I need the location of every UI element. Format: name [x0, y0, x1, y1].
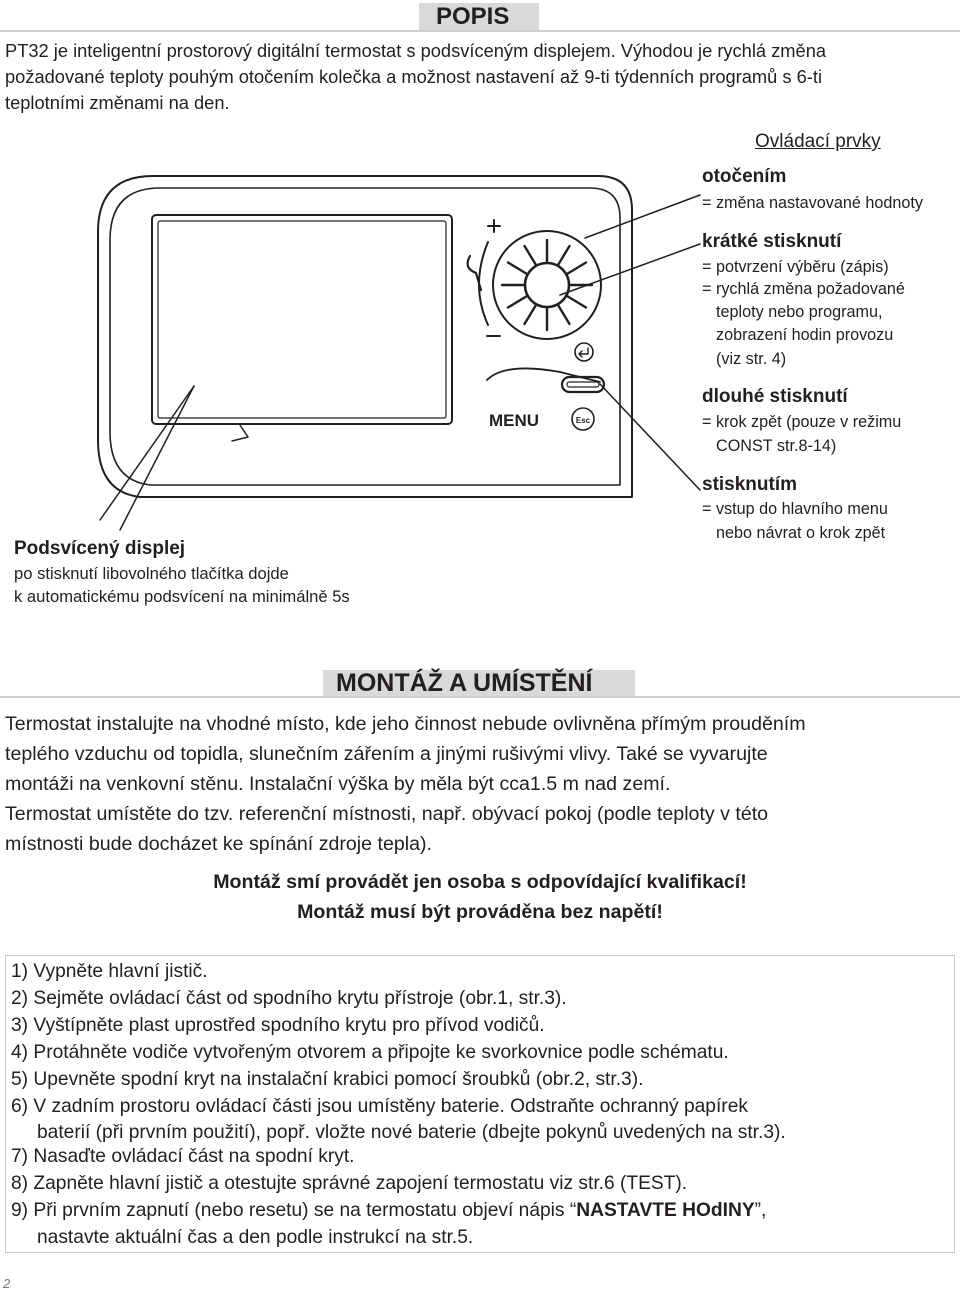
display-pointer — [232, 425, 248, 441]
dial-leader-rotation — [585, 195, 700, 238]
press-heading: stisknutím — [702, 474, 798, 495]
step-item-9 — [11, 1200, 766, 1222]
step-item: 7) Nasaďte ovládací část na spodní kryt. — [11, 1146, 355, 1167]
step-item: 1) Vypněte hlavní jistič. — [11, 961, 208, 982]
menu-leader — [600, 384, 700, 490]
display-desc: po stisknutí libovolného tlačítka dojde — [14, 564, 289, 583]
popis-heading: POPIS — [436, 3, 510, 30]
warning-qualification: Montáž smí provádět jen osoba s odpovídající kvalifikací! — [213, 871, 747, 893]
esc-label: Esc — [575, 416, 591, 425]
intro-line: teplotními změnami na den. — [5, 92, 230, 113]
short-press-desc: (viz str. 4) — [716, 350, 787, 368]
montaz-heading: MONTÁŽ A UMÍSTĚNÍ — [336, 669, 593, 697]
dial-leader-press — [560, 244, 700, 295]
step9-bold: NASTAVTE HOdINY — [576, 1200, 755, 1221]
lcd-display-inner — [158, 221, 446, 418]
long-press-desc: CONST str.8-14) — [716, 437, 837, 455]
menu-label: MENU — [489, 411, 540, 430]
long-press-desc: = krok zpět (pouze v režimu — [702, 413, 902, 431]
display-leader — [120, 386, 194, 530]
step-item: baterií (při prvním použití), popř. vložte nové baterie (dbejte pokynů uvedených na str.3). — [37, 1122, 786, 1143]
step-item: 4) Protáhněte vodiče vytvořeným otvorem a připojte ke svorkovnice podle schématu. — [11, 1042, 729, 1063]
plus-mark — [488, 220, 500, 232]
step-item: nastavte aktuální čas a den podle instrukcí na str.5. — [37, 1227, 474, 1248]
lcd-display — [152, 215, 452, 424]
menu-button-shape — [562, 377, 604, 392]
intro-line: požadované teploty pouhým otočením kolečka a možnost nastavení až 9-ti týdenních programů s 6-ti — [5, 66, 823, 87]
dial-esc-curve — [487, 368, 600, 382]
montaz-line: místnosti bude docházet ke spínání zdroje tepla). — [5, 833, 432, 855]
housing-inner — [110, 188, 620, 485]
montaz-line: teplého vzduchu od topidla, slunečním zářením a jinými rušivými vlivy. Také se vyvarujte — [5, 743, 768, 765]
step-item: 3) Vyštípněte plast uprostřed spodního krytu pro přívod vodičů. — [11, 1015, 545, 1036]
montaz-line: Termostat instalujte na vhodné místo, kde jeho činnost nebude ovlivněna přímým prouděním — [5, 713, 806, 735]
step-item: 5) Upevněte spodní kryt na instalační krabici pomocí šroubků (obr.2, str.3). — [11, 1069, 644, 1090]
step-item: 6) V zadním prostoru ovládací části jsou umístěny baterie. Odstraňte ochranný papírek — [11, 1096, 748, 1117]
montaz-line: montáži na venkovní stěnu. Instalační výška by měla být cca1.5 m nad zemí. — [5, 773, 671, 795]
short-press-desc: zobrazení hodin provozu — [716, 326, 894, 344]
housing-outline — [98, 176, 632, 497]
press-desc: = vstup do hlavního menu — [702, 500, 888, 518]
step-item: 2) Sejměte ovládací část od spodního krytu přístroje (obr.1, str.3). — [11, 988, 567, 1009]
intro-line: PT32 je inteligentní prostorový digitální termostat s podsvíceným displejem. Výhodou je rychlá změna — [5, 40, 827, 61]
display-desc: k automatickému podsvícení na minimálně 5s — [14, 587, 350, 606]
press-desc: nebo návrat o krok zpět — [716, 524, 886, 542]
step9-prefix: 9) Při prvním zapnutí (nebo resetu) se na termostatu objeví nápis “ — [11, 1200, 577, 1221]
step9-suffix: ”, — [754, 1200, 767, 1221]
dial-center — [525, 263, 569, 307]
display-heading: Podsvícený displej — [14, 538, 186, 559]
warning-voltage: Montáž musí být prováděna bez napětí! — [297, 901, 663, 923]
rotation-desc: = změna nastavované hodnoty — [702, 194, 923, 212]
step-item: 8) Zapněte hlavní jistič a otestujte správné zapojení termostatu viz str.6 (TEST). — [11, 1173, 688, 1194]
dial-arc — [479, 242, 488, 325]
montaz-line: Termostat umístěte do tzv. referenční místnosti, např. obývací pokoj (podle teploty v této — [5, 803, 769, 825]
short-press-desc: = rychlá změna požadované — [702, 280, 905, 298]
short-press-desc: = potvrzení výběru (zápis) — [702, 258, 889, 276]
page-number: 2 — [3, 1276, 11, 1291]
dial-ridges — [502, 240, 592, 330]
short-press-desc: teploty nebo programu, — [716, 303, 883, 321]
controls-title: Ovládací prvky — [755, 131, 881, 152]
rotation-heading: otočením — [702, 166, 787, 187]
enter-icon — [575, 343, 593, 361]
long-press-heading: dlouhé stisknutí — [702, 386, 848, 407]
short-press-heading: krátké stisknutí — [702, 231, 842, 252]
